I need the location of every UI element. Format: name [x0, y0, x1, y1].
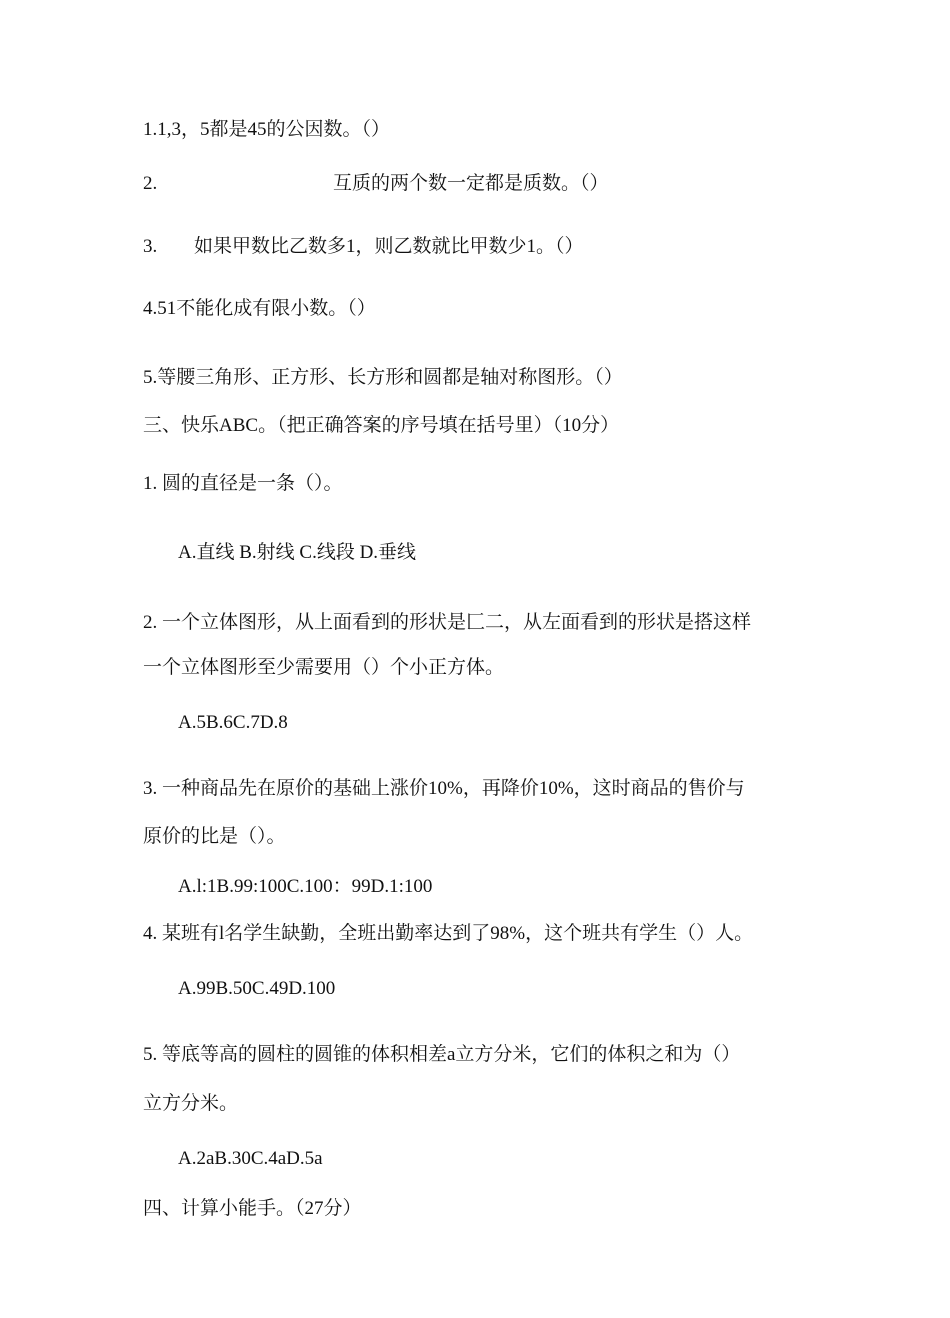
choice-q1: 1. 圆的直径是一条（）。 [143, 473, 343, 494]
judge-item-3-number: 3. [143, 236, 158, 257]
judge-item-2-number: 2. [143, 173, 158, 194]
section-3-title: 三、快乐ABC。（把正确答案的序号填在括号里）（10分） [143, 415, 620, 436]
choice-q4-options: A.99B.50C.49D.100 [178, 978, 336, 999]
section-4-title: 四、计算小能手。（27分） [143, 1198, 362, 1219]
choice-q3-line2: 原价的比是（）。 [143, 826, 286, 847]
choice-q1-options: A.直线 B.射线 C.线段 D.垂线 [178, 542, 417, 563]
choice-q2-line2: 一个立体图形至少需要用（）个小正方体。 [143, 657, 505, 678]
choice-q5-line1: 5. 等底等高的圆柱的圆锥的体积相差a立方分米，它们的体积之和为（） [143, 1044, 741, 1065]
choice-q5-line2: 立方分米。 [143, 1093, 239, 1114]
choice-q2-line1: 2. 一个立体图形，从上面看到的形状是匚二，从左面看到的形状是搭这样 [143, 612, 752, 633]
choice-q4: 4. 某班有l名学生缺勤，全班出勤率达到了98%，这个班共有学生（）人。 [143, 923, 754, 944]
choice-q5-options: A.2aB.30C.4aD.5a [178, 1148, 323, 1169]
choice-q2-options: A.5B.6C.7D.8 [178, 712, 288, 733]
judge-item-1: 1.1,3，5都是45的公因数。（） [143, 119, 391, 140]
choice-q3-options: A.l:1B.99:100C.100：99D.1:100 [178, 876, 433, 897]
judge-item-2-text: 互质的两个数一定都是质数。（） [333, 173, 609, 194]
judge-item-4: 4.51不能化成有限小数。（） [143, 298, 376, 319]
judge-item-3-text: 如果甲数比乙数多1，则乙数就比甲数少1。（） [194, 236, 584, 257]
choice-q3-line1: 3. 一种商品先在原价的基础上涨价10%，再降价10%，这时商品的售价与 [143, 778, 745, 799]
judge-item-5: 5.等腰三角形、正方形、长方形和圆都是轴对称图形。（） [143, 367, 623, 388]
